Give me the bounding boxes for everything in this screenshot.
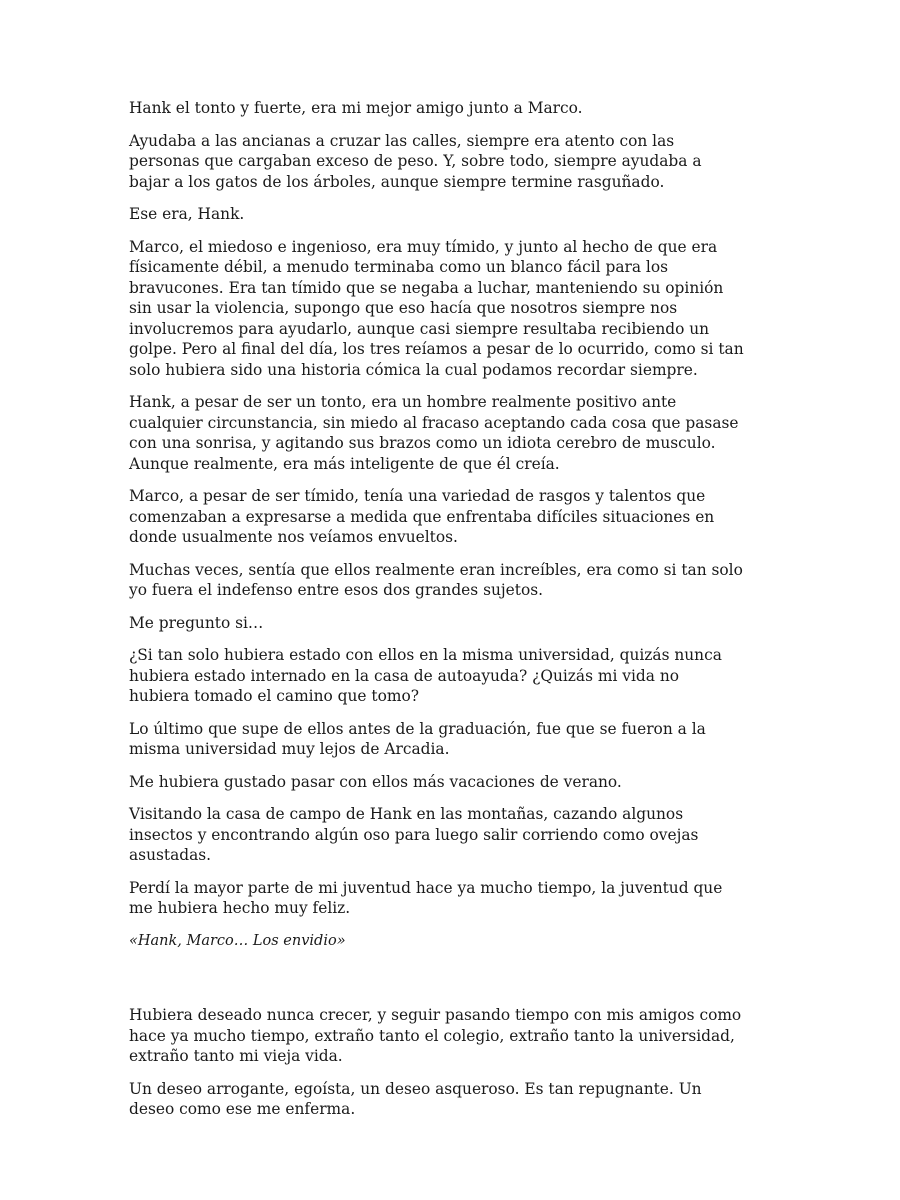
text-line: con una sonrisa, y agitando sus brazos como un idiota cerebro de musculo. [129, 434, 716, 452]
paragraph-15 [129, 1005, 779, 1067]
paragraph-14-italic-quote [129, 931, 779, 952]
text-line: Lo último que supe de ellos antes de la graduación, fue que se fueron a la [129, 719, 706, 738]
text-line: comenzaban a expresarse a medida que enfrentaba difíciles situaciones en [129, 507, 715, 526]
text-line: yo fuera el indefenso entre esos dos grandes sujetos. [129, 581, 543, 599]
text-line: Hank, a pesar de ser un tonto, era un hombre realmente positivo ante [129, 393, 677, 411]
paragraph-7 [129, 560, 779, 601]
text-line: Hubiera deseado nunca crecer, y seguir pasando tiempo con mis amigos como [129, 1006, 742, 1024]
paragraph-11 [129, 772, 779, 793]
paragraph-9 [129, 645, 779, 707]
text-line: personas que cargaban exceso de peso. Y, sobre todo, siempre ayudaba a [129, 152, 702, 170]
paragraph-1 [129, 98, 779, 119]
paragraph-6 [129, 486, 779, 548]
text-line: deseo como ese me enferma. [129, 1100, 356, 1118]
text-line: hace ya mucho tiempo, extraño tanto el colegio, extraño tanto la universidad, [129, 1026, 735, 1045]
text-line: me hubiera hecho muy feliz. [129, 899, 351, 917]
text-line: físicamente débil, a menudo terminaba como un blanco fácil para los [129, 258, 669, 276]
text-line: golpe. Pero al final del día, los tres reíamos a pesar de lo ocurrido, como si tan [129, 340, 744, 358]
paragraph-8 [129, 613, 779, 634]
text-line: hubiera tomado el camino que tomo? [129, 687, 419, 705]
text-line: involucremos para ayudarlo, aunque casi siempre resultaba recibiendo un [129, 319, 710, 338]
paragraph-10 [129, 719, 779, 760]
text-line: donde usualmente nos veíamos envueltos. [129, 528, 458, 546]
paragraph-5 [129, 392, 779, 474]
text-line: bravucones. Era tan tímido que se negaba a luchar, manteniendo su opinión [129, 278, 724, 297]
text-line: hubiera estado internado en la casa de autoayuda? ¿Quizás mi vida no [129, 666, 680, 685]
text-line: Un deseo arrogante, egoísta, un deseo asqueroso. Es tan repugnante. Un [129, 1079, 702, 1098]
text-line: asustadas. [129, 846, 212, 864]
paragraph-4 [129, 237, 779, 381]
text-line: Ayudaba a las ancianas a cruzar las calles, siempre era atento con las [129, 131, 675, 150]
paragraph-2 [129, 131, 779, 193]
text-line: Perdí la mayor parte de mi juventud hace ya mucho tiempo, la juventud que [129, 878, 723, 897]
text-line: insectos y encontrando algún oso para luego salir corriendo como ovejas [129, 825, 699, 844]
paragraph-12 [129, 804, 779, 866]
text-body [129, 98, 779, 1132]
text-line: Me hubiera gustado pasar con ellos más vacaciones de verano. [129, 772, 622, 791]
text-line: Visitando la casa de campo de Hank en las montañas, cazando algunos [129, 805, 684, 823]
text-line: Ese era, Hank. [129, 205, 245, 223]
text-line: Marco, a pesar de ser tímido, tenía una variedad de rasgos y talentos que [129, 487, 706, 505]
text-line: Marco, el miedoso e ingenioso, era muy tímido, y junto al hecho de que era [129, 237, 718, 256]
text-line: Muchas veces, sentía que ellos realmente eran increíbles, era como si tan solo [129, 560, 743, 579]
text-line: ¿Si tan solo hubiera estado con ellos en la misma universidad, quizás nunca [129, 646, 722, 664]
paragraph-13 [129, 878, 779, 919]
text-line: Aunque realmente, era más inteligente de que él creía. [129, 454, 560, 473]
text-line: bajar a los gatos de los árboles, aunque siempre termine rasguñado. [129, 172, 665, 191]
text-line: Hank el tonto y fuerte, era mi mejor amigo junto a Marco. [129, 99, 583, 117]
text-line: «Hank, Marco… Los envidio» [129, 932, 346, 949]
text-line: cualquier circunstancia, sin miedo al fracaso aceptando cada cosa que pasase [129, 413, 739, 432]
text-line: extraño tanto mi vieja vida. [129, 1047, 343, 1065]
paragraph-3 [129, 204, 779, 225]
text-line: solo hubiera sido una historia cómica la cual podamos recordar siempre. [129, 360, 698, 379]
text-line: sin usar la violencia, supongo que eso hacía que nosotros siempre nos [129, 299, 678, 317]
paragraph-16 [129, 1079, 779, 1120]
text-line: misma universidad muy lejos de Arcadia. [129, 740, 450, 758]
text-line: Me pregunto si… [129, 613, 264, 632]
